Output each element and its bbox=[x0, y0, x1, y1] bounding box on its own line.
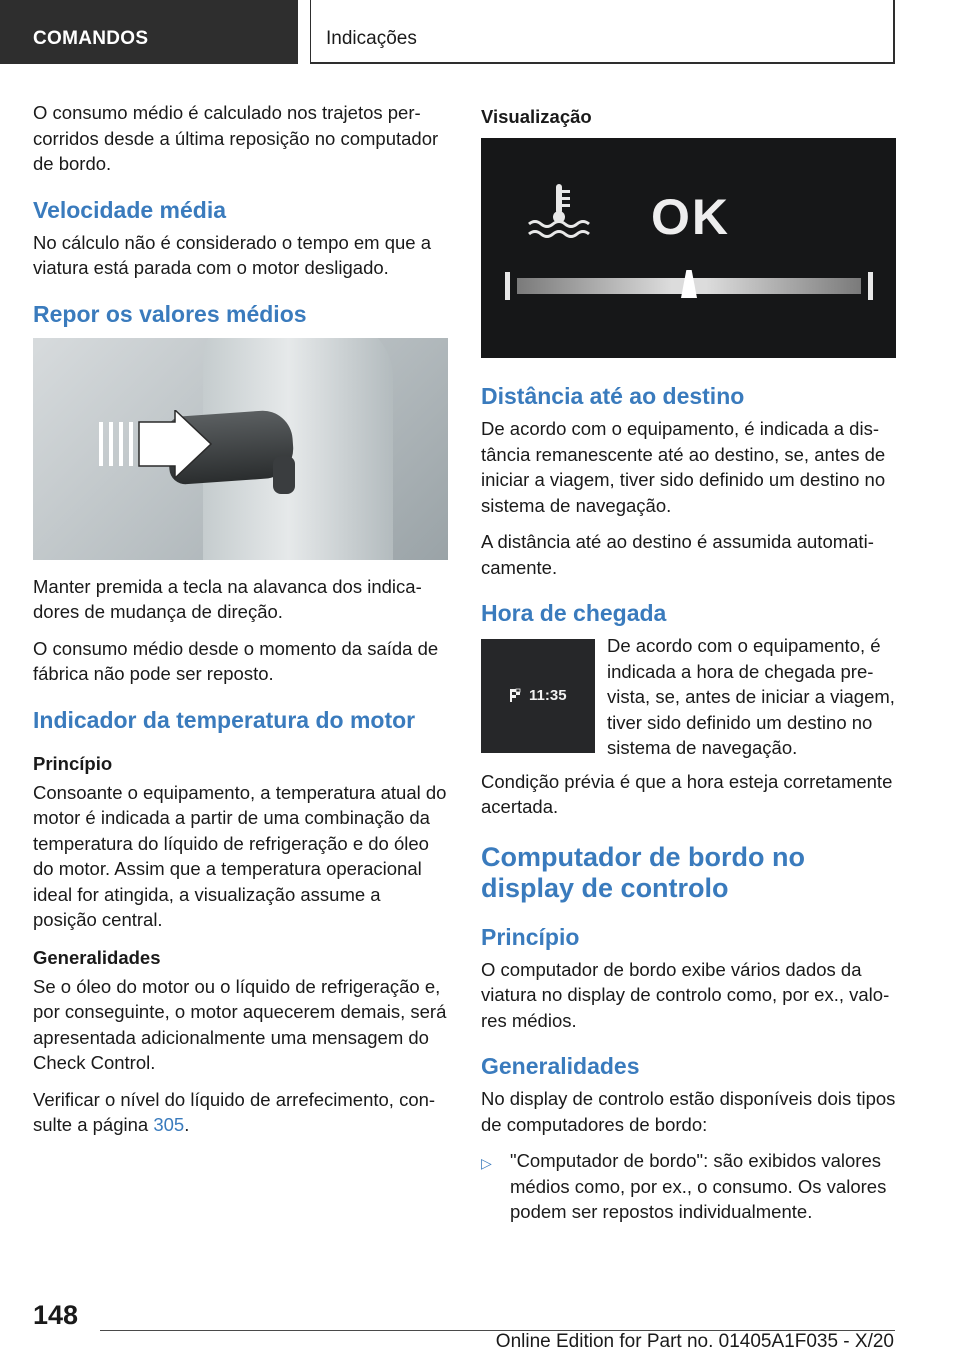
reset-note: O consumo médio desde o momento da saída de fábrica não pode ser reposto. bbox=[33, 637, 439, 684]
left-column bbox=[33, 100, 448, 1149]
chapter-tab bbox=[0, 0, 298, 64]
computer-types-list bbox=[481, 1148, 896, 1225]
bullet-triangle-icon: ▷ bbox=[481, 1155, 492, 1171]
arrival-condition: Condição prévia é que a hora esteja corretamente acertada. bbox=[481, 770, 893, 817]
arrival-heading: Hora de chegada bbox=[481, 600, 667, 626]
status-text: OK bbox=[651, 189, 730, 245]
right-column bbox=[481, 100, 896, 1225]
coolant-temperature-icon bbox=[525, 182, 595, 242]
list-item bbox=[481, 1148, 896, 1225]
section-header bbox=[310, 0, 895, 64]
engine-temp-display bbox=[481, 138, 896, 358]
arrival-row bbox=[481, 633, 896, 761]
intro-paragraph: O consumo médio é calculado nos trajetos percorridos desde a última reposição no computador de bordo. bbox=[33, 102, 439, 174]
check-paragraph bbox=[33, 1087, 448, 1138]
arrival-paragraph: De acordo com o equipamento, é indicada a hora de chegada prevista, se, antes de iniciar a viagem, tiver sido definido um destino no sistema de navegação. bbox=[607, 635, 895, 758]
distance-paragraph-2: A distância até ao destino é assumida automaticamente. bbox=[481, 531, 874, 578]
arrival-time: 11:35 bbox=[529, 687, 567, 704]
destination-flag-icon bbox=[507, 686, 525, 704]
avg-speed-heading: Velocidade média bbox=[33, 196, 227, 223]
principle-subheading: Princípio bbox=[33, 752, 113, 774]
engine-temp-heading: Indicador da temperatura do motor bbox=[33, 706, 416, 733]
press-arrow-icon bbox=[95, 410, 215, 480]
temperature-scale bbox=[505, 270, 873, 300]
page-link[interactable]: 305 bbox=[153, 1114, 185, 1135]
general-paragraph: Se o óleo do motor ou o líquido de refrigeração e, por conseguinte, o motor aquecerem demais, será apresentada adicionalmente uma mensagem do Check Control. bbox=[33, 975, 447, 1073]
chapter-title: COMANDOS bbox=[33, 28, 149, 49]
computer-general-paragraph: No display de controlo estão disponíveis dois tipos de computadores de bordo: bbox=[481, 1088, 896, 1135]
computer-principle-paragraph: O computador de bordo exibe vários dados da viatura no display de controlo como, por ex., valores médios. bbox=[481, 958, 890, 1031]
distance-heading: Distância até ao destino bbox=[481, 383, 745, 409]
reset-instruction: Manter premida a tecla na alavanca dos indicadores de mudança de direção. bbox=[33, 575, 422, 622]
display-subheading: Visualização bbox=[481, 106, 592, 127]
avg-speed-paragraph: No cálculo não é considerado o tempo em que a viatura está parada com o motor desligado. bbox=[33, 231, 432, 278]
computer-general-heading: Generalidades bbox=[481, 1053, 640, 1079]
section-title: Indicações bbox=[326, 28, 417, 49]
distance-paragraph-1: De acordo com o equipamento, é indicada a distância remanescente até ao destino, se, antes de iniciar a viagem, tiver sido definido um destino no sistema de navegação. bbox=[481, 418, 886, 516]
computer-principle-heading: Princípio bbox=[481, 923, 580, 950]
arrival-time-display bbox=[481, 639, 595, 753]
page-number: 148 bbox=[33, 1300, 79, 1330]
reset-heading: Repor os valores médios bbox=[33, 300, 307, 327]
check-end: . bbox=[184, 1114, 190, 1135]
computer-heading: Computador de bordo no display de controlo bbox=[481, 841, 805, 903]
footer-edition: Online Edition for Part no. 01405A1F035 - X/20 bbox=[495, 1331, 894, 1352]
list-item-text: "Computador de bordo": são exibidos valores médios como, por ex., o consumo. Os valores podem ser repostos individualmente. bbox=[510, 1150, 887, 1222]
general-subheading: Generalidades bbox=[33, 946, 161, 968]
check-text: Verificar o nível do líquido de arrefecimento, consulte a página bbox=[33, 1088, 436, 1135]
turn-signal-lever-photo bbox=[33, 338, 448, 560]
stalk-knob bbox=[273, 456, 295, 494]
principle-paragraph: Consoante o equipamento, a temperatura atual do motor é indicada a partir de uma combinação da temperatura do líquido de refrigeração e do óleo do motor. Assim que a temperatura operacional ideal for atingida, a visualização assume a posição central. bbox=[33, 781, 447, 930]
